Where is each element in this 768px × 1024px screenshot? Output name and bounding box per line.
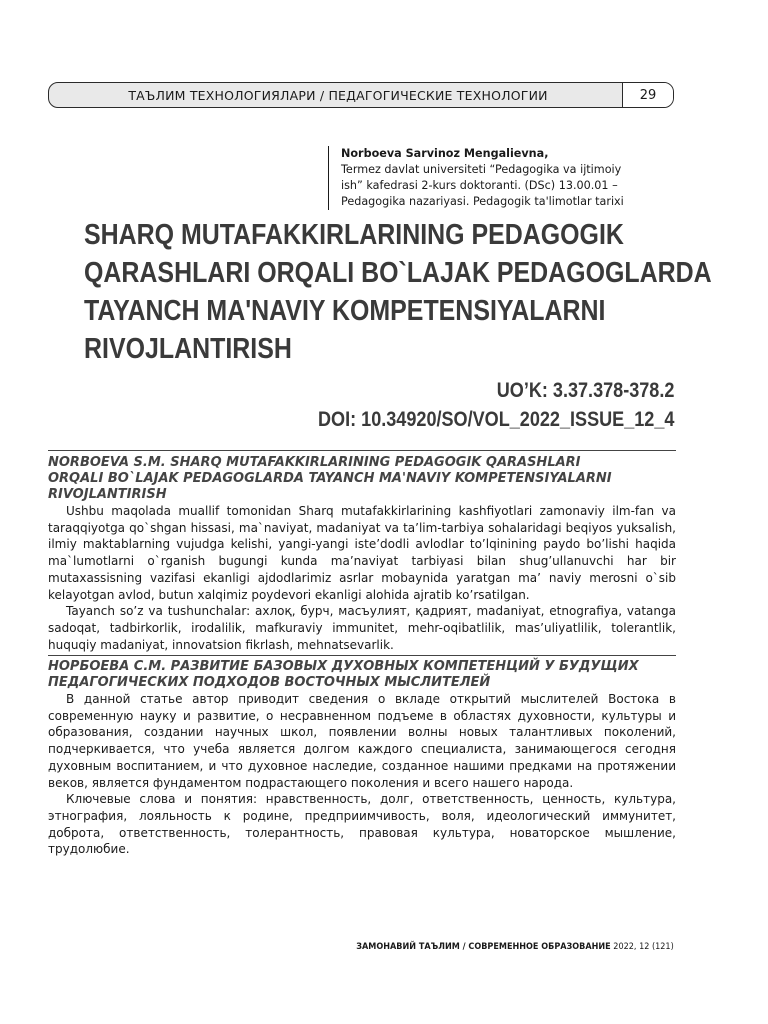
- abstract-ru-heading: [48, 659, 676, 691]
- abstract-ru-body: [48, 691, 676, 858]
- footer-journal-name: ЗАМОНАВИЙ ТАЪЛИМ / СОВРЕМЕННОЕ ОБРАЗОВАНИЕ: [356, 942, 611, 952]
- article-identifiers: [318, 376, 674, 434]
- page-number: 29: [622, 83, 673, 107]
- udk-code: UO’K: 3.37.378-378.2: [496, 379, 674, 402]
- section-divider: [48, 655, 676, 656]
- abstract-uz-heading-line: RIVOJLANTIRISH: [48, 487, 167, 502]
- abstract-ru-heading-line: ПЕДАГОГИЧЕСКИХ ПОДХОДОВ ВОСТОЧНЫХ МЫСЛИТЕЛЕЙ: [48, 675, 491, 690]
- author-block: [328, 146, 648, 210]
- author-affiliation-line: Termez davlat universiteti “Pedagogika va ijtimoiy: [341, 163, 622, 176]
- running-header: [48, 82, 674, 108]
- page-footer: [357, 942, 674, 952]
- journal-section-title: ТАЪЛИМ ТЕХНОЛОГИЯЛАРИ / ПЕДАГОГИЧЕСКИЕ ТЕХНОЛОГИИ: [128, 87, 548, 103]
- author-affiliation-line: Pedagogika nazariyasi. Pedagogik ta'limotlar tarixi: [341, 195, 624, 208]
- abstract-uz-heading: [48, 455, 676, 503]
- doi: DOI: 10.34920/SO/VOL_2022_ISSUE_12_4: [317, 408, 674, 431]
- abstract-uz-heading-line: ORQALI BO`LAJAK PEDAGOGLARDA TAYANCH MA'NAVIY KOMPETENSIYALARNI: [48, 471, 612, 486]
- abstract-ru-heading-line: НОРБОЕВА С.М. РАЗВИТИЕ БАЗОВЫХ ДУХОВНЫХ КОМПЕТЕНЦИЙ У БУДУЩИХ: [48, 659, 639, 674]
- article-title-line: QARASHLARI ORQALI BO`LAJAK PEDAGOGLARDA: [84, 257, 712, 289]
- author-affiliation-line: ish” kafedrasi 2-kurs doktoranti. (DSc) 13.00.01 –: [341, 179, 618, 192]
- abstract-uz-body: [48, 503, 676, 653]
- abstract-ru-text: В данной статье автор приводит сведения о вкладе открытий мыслителей Востока в современную науку и развитие, о несравненном подъеме в областях духовности, культуры и образования, создании научных школ, появлении волны новых талантливых поколений, подчеркивается, что учеба является долгом каждого специалиста, занимающегося сегодня духовным воспитанием, и что духовное наследие, созданное нашими предками на протяжении веков, является фундаментом подрастающего поколения и всего нашего народа.: [48, 692, 676, 790]
- abstract-ru-keywords: Ключевые слова и понятия: нравственность, долг, ответственность, ценность, культура, этнография, лояльность к родине, предприимчивость, воля, идеологический иммунитет, доброта, ответственность, толерантность, правовая культура, новаторское мышление, трудолюбие.: [48, 792, 676, 857]
- abstract-uz-heading-line: NORBOEVA S.M. SHARQ MUTAFAKKIRLARINING PEDAGOGIK QARASHLARI: [48, 455, 581, 470]
- footer-issue: 2022, 12 (121): [613, 942, 674, 952]
- author-name: Norboeva Sarvinoz Mengalievna,: [341, 147, 549, 160]
- article-title-line: RIVOJLANTIRISH: [84, 333, 292, 365]
- article-title: [84, 216, 712, 368]
- section-divider: [48, 450, 676, 451]
- article-title-line: TAYANCH MA'NAVIY KOMPETENSIYALARNI: [84, 295, 606, 327]
- abstract-uz-text: Ushbu maqolada muallif tomonidan Sharq mutafakkirlarining kashfiyotlari zamonaviy ilm-fan va taraqqiyotga qo`shgan hissasi, ma`naviyat, madaniyat va ta’lim-tarbiya sohalaridagi beqiyos yuksalish, ilmiy maktablarning vujudga kelishi, yangi-yangi iste’dodli avlodlar to’lqinining paydo bo’lishi haqida ma`lumotlarni o`rganish bugungi kunda ma’naviyat tarbiyasi bilan shug’ullanuvchi har bir mutaxassisning vazifasi ekanligi ajdodlarimiz asrlar mobaynida yaratgan ma’ naviy merosni o`sib kelayotgan avlod, butun xalqimiz poydevori ekanligi alohida ajratib ko’rsatilgan.: [48, 504, 676, 602]
- article-title-line: SHARQ MUTAFAKKIRLARINING PEDAGOGIK: [84, 219, 624, 251]
- abstract-uz-keywords: Tayanch so’z va tushunchalar: ахлоқ, бурч, масъулият, қадрият, madaniyat, etnografiya, vatanga sadoqat, tadbirkorlik, irodalilik, mafkuraviy immunitet, mehr-oqibatlilik, mas’uliyatlilik, tolerantlik, huquqiy madaniyat, innovatsion fikrlash, mehnatsevarlik.: [48, 604, 676, 652]
